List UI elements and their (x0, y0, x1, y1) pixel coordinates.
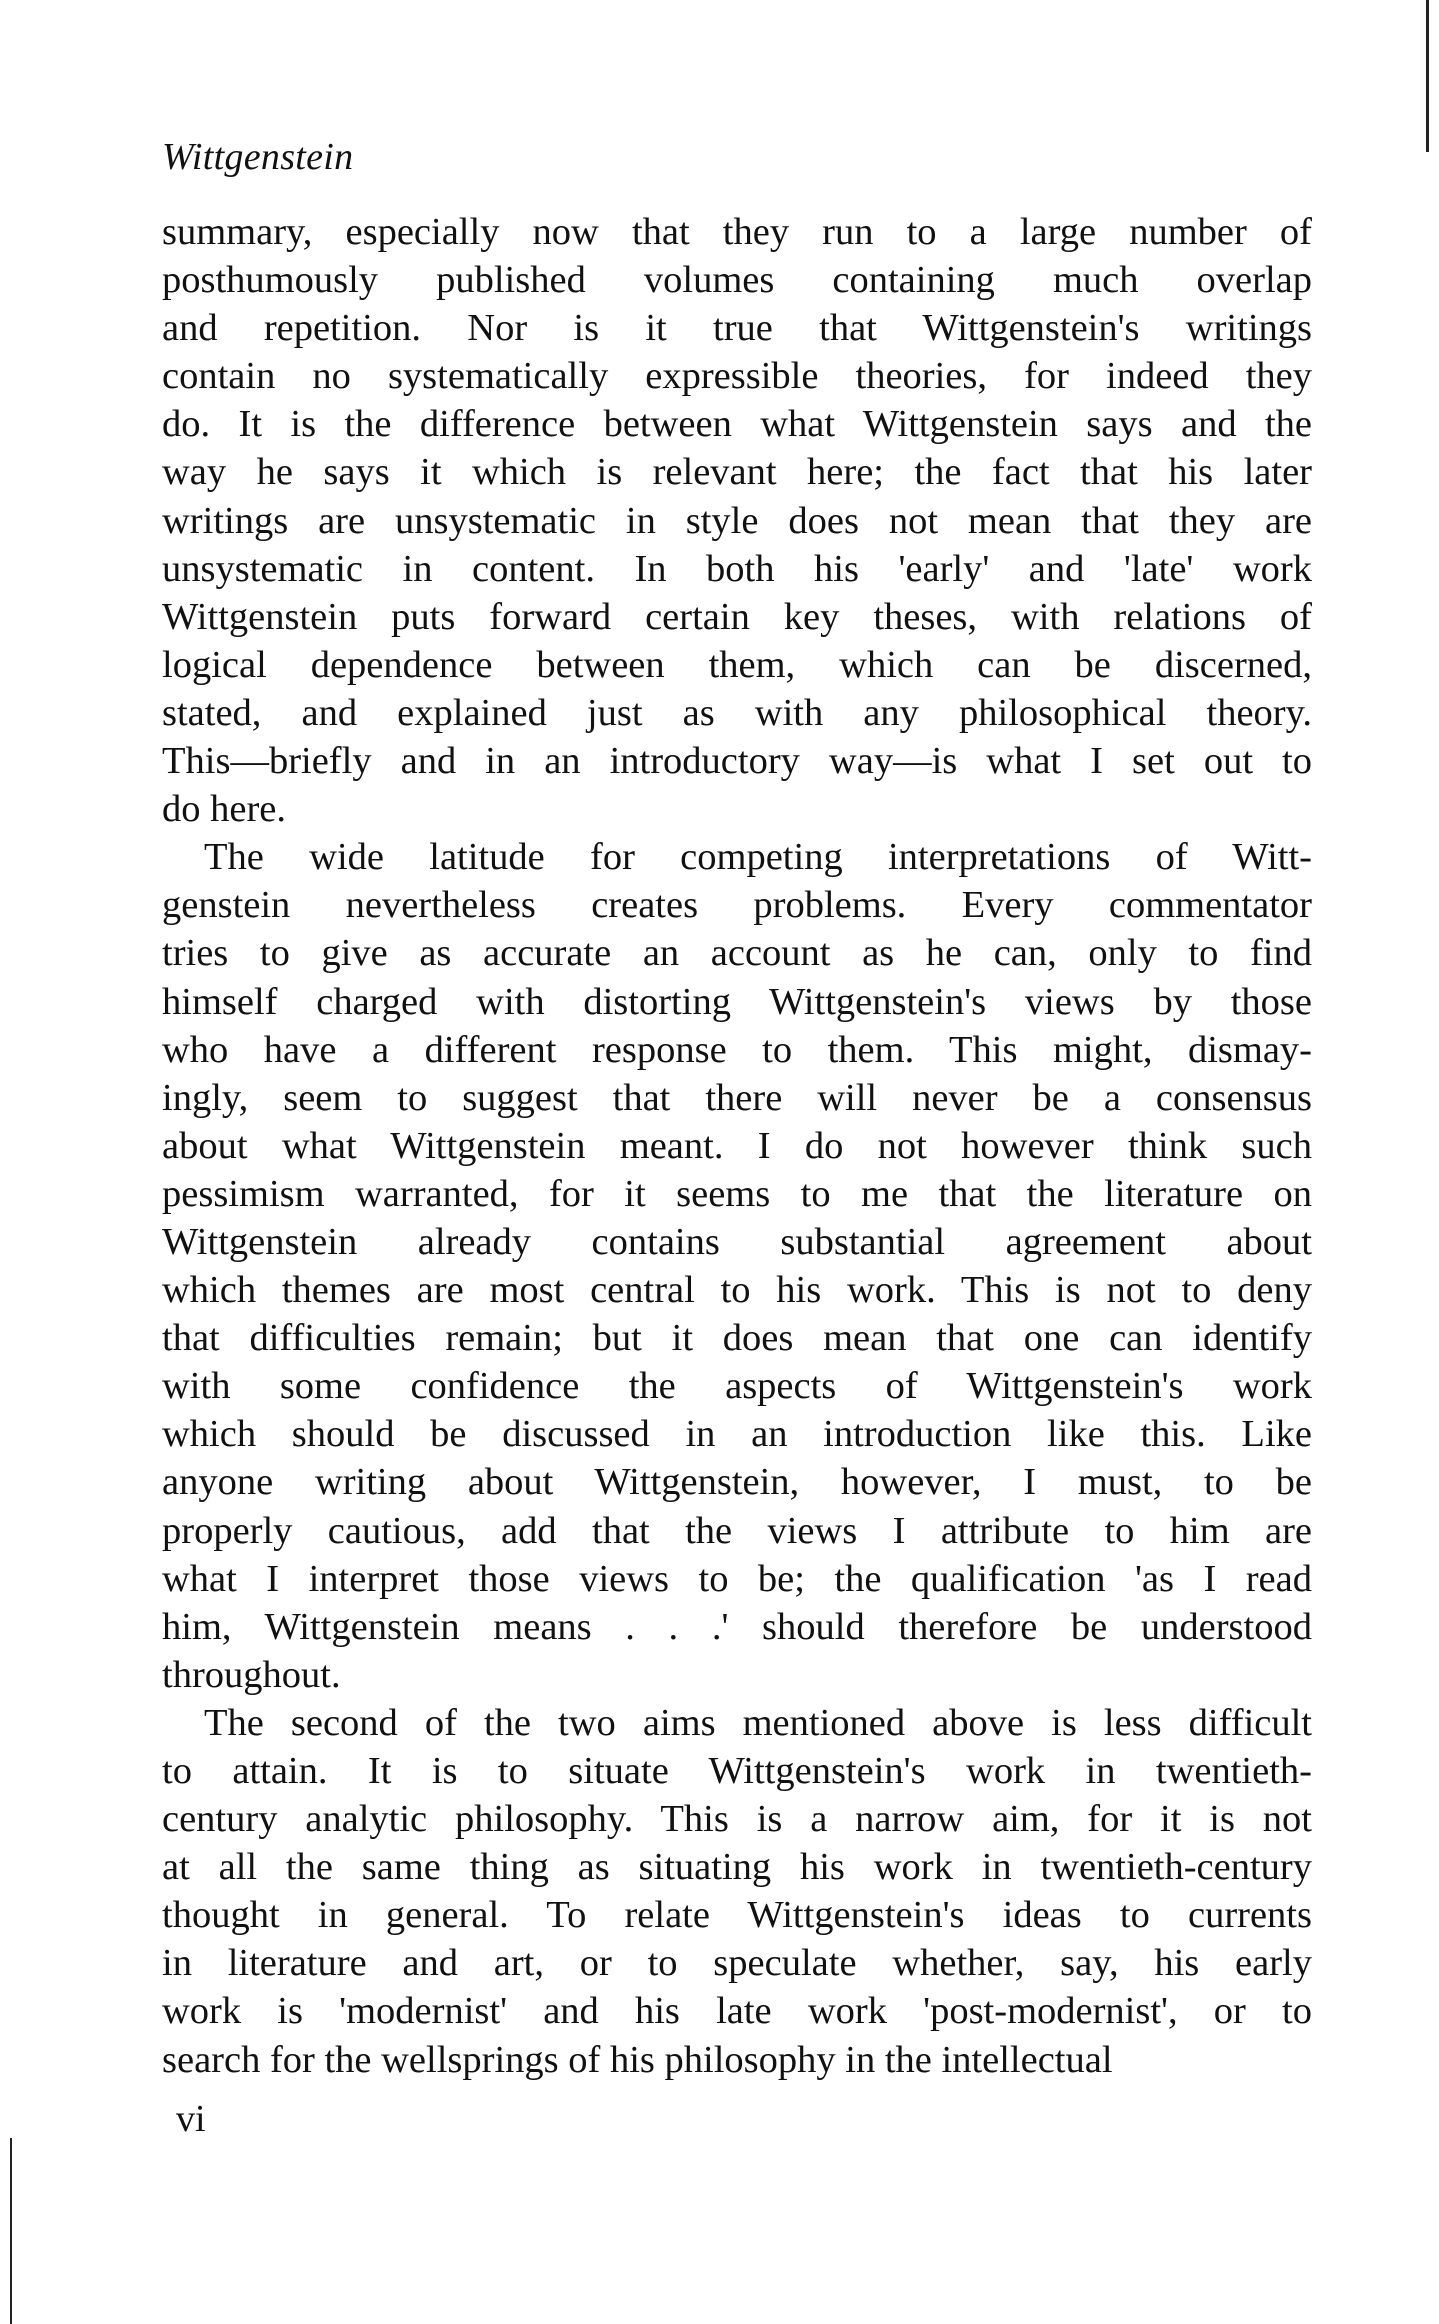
running-head: Wittgenstein (162, 136, 354, 178)
text-line: that difficulties remain; but it does mean that one can identify (162, 1317, 1312, 1360)
text-line: work is 'modernist' and his late work 'post-modernist', or to (162, 1990, 1312, 2033)
text-line: summary, especially now that they run to a large number of (162, 211, 1312, 253)
text-line: himself charged with distorting Wittgenstein's views by those (162, 980, 1312, 1023)
text-line: which themes are most central to his work. This is not to deny (162, 1269, 1312, 1312)
text-line: unsystematic in content. In both his 'early' and 'late' work (162, 547, 1312, 590)
text-line: do. It is the difference between what Wittgenstein says and the (162, 403, 1312, 446)
text-line: anyone writing about Wittgenstein, however, I must, to be (162, 1461, 1312, 1504)
text-line: in literature and art, or to speculate whether, say, his early (162, 1942, 1312, 1985)
text-line: properly cautious, add that the views I attribute to him are (162, 1509, 1312, 1552)
body-text (162, 208, 1312, 2084)
text-line: him, Wittgenstein means . . .' should therefore be understood (162, 1605, 1312, 1648)
text-line: to attain. It is to situate Wittgenstein's work in twentieth- (162, 1750, 1312, 1792)
text-line: The wide latitude for competing interpretations of Witt- (204, 836, 1312, 879)
page-edge-mark (10, 2138, 12, 2324)
text-line: search for the wellsprings of his philosophy in the intellectual (162, 2038, 1113, 2081)
text-line: Wittgenstein already contains substantial agreement about (162, 1220, 1312, 1263)
text-line: throughout. (162, 1653, 341, 1696)
text-line: what I interpret those views to be; the qualification 'as I read (162, 1557, 1312, 1600)
text-line: writings are unsystematic in style does not mean that they are (162, 499, 1312, 542)
text-line: way he says it which is relevant here; the fact that his later (162, 451, 1312, 494)
text-line: century analytic philosophy. This is a narrow aim, for it is not (162, 1798, 1312, 1841)
text-line: about what Wittgenstein meant. I do not however think such (162, 1124, 1312, 1167)
text-line: and repetition. Nor is it true that Wittgenstein's writings (162, 307, 1312, 350)
text-line: Wittgenstein puts forward certain key theses, with relations of (162, 595, 1312, 638)
text-line: stated, and explained just as with any philosophical theory. (162, 691, 1312, 734)
text-line: at all the same thing as situating his work in twentieth-century (162, 1846, 1312, 1889)
text-line: tries to give as accurate an account as he can, only to find (162, 932, 1312, 975)
text-line: contain no systematically expressible theories, for indeed they (162, 355, 1312, 398)
text-line: The second of the two aims mentioned above is less difficult (204, 1701, 1312, 1744)
text-line: This—briefly and in an introductory way—is what I set out to (162, 740, 1312, 783)
text-line: posthumously published volumes containing much overlap (162, 259, 1312, 302)
text-line: who have a different response to them. This might, dismay- (162, 1028, 1312, 1071)
page-edge-mark (1426, 0, 1429, 152)
text-line: which should be discussed in an introduction like this. Like (162, 1413, 1312, 1456)
page-number: vi (176, 2098, 206, 2140)
text-line: ingly, seem to suggest that there will never be a consensus (162, 1076, 1312, 1119)
text-line: pessimism warranted, for it seems to me that the literature on (162, 1172, 1312, 1215)
text-line: do here. (162, 788, 286, 831)
text-line: with some confidence the aspects of Wittgenstein's work (162, 1365, 1312, 1408)
text-line: thought in general. To relate Wittgenstein's ideas to currents (162, 1894, 1312, 1937)
text-line: logical dependence between them, which can be discerned, (162, 643, 1312, 686)
text-line: genstein nevertheless creates problems. Every commentator (162, 884, 1312, 927)
